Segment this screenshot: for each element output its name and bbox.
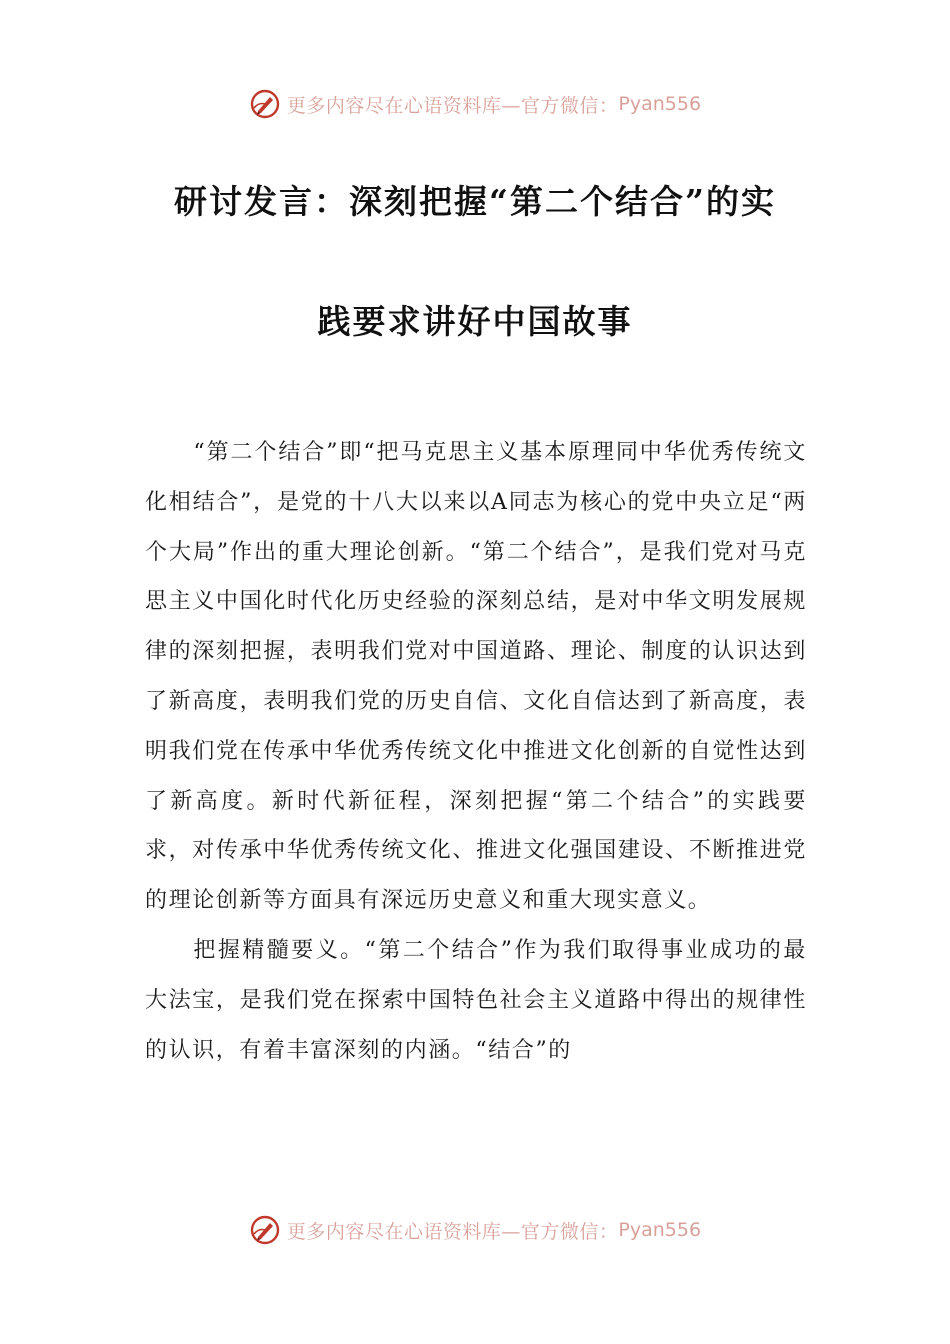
watermark-wechat-id: Pyan556: [618, 93, 702, 115]
paragraph-1: “第二个结合”即“把马克思主义基本原理同中华优秀传统文化相结合”，是党的十八大以来以A同志为核心的党中央立足“两个大局”作出的重大理论创新。“第二个结合”，是我们党对马克思主义中国化时代化历史经验的深刻总结，是对中华文明发展规律的深刻把握，表明我们党对中国道路、理论、制度的认识达到了新高度，表明我们党的历史自信、文化自信达到了新高度，表明我们党在传承中华优秀传统文化中推进文化创新的自觉性达到了新高度。新时代新征程，深刻把握“第二个结合”的实践要求，对传承中华优秀传统文化、推进文化强国建设、不断推进党的理论创新等方面具有深远历史意义和重大现实意义。: [145, 440, 807, 914]
watermark-text: 更多内容尽在心语资料库—官方微信：: [286, 1220, 619, 1243]
document-title-line-2: 践要求讲好中国故事: [317, 302, 633, 341]
pen-logo-icon: [249, 88, 281, 120]
pen-logo-icon: [249, 1214, 281, 1246]
document-title-line-1: 研讨发言：深刻把握“第二个结合”的实: [174, 182, 776, 221]
watermark-wechat-id: Pyan556: [618, 1219, 702, 1241]
document-body: [145, 428, 807, 1075]
paragraph-2: 把握精髓要义。“第二个结合”作为我们取得事业成功的最大法宝，是我们党在探索中国特色社会主义道路中得出的规律性的认识，有着丰富深刻的内涵。“结合”的: [145, 937, 807, 1063]
footer-watermark: [0, 1210, 950, 1250]
header-watermark: [0, 84, 950, 124]
watermark-text: 更多内容尽在心语资料库—官方微信：: [286, 94, 619, 117]
